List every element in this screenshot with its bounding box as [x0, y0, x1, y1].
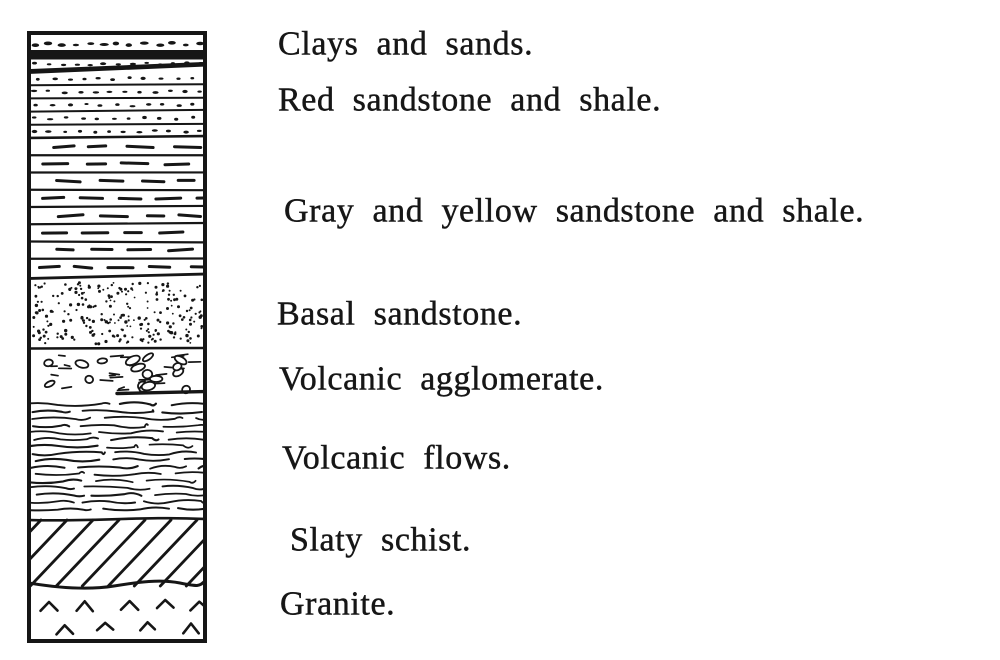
layer-granite	[41, 600, 209, 634]
label-clays-and-sands: Clays and sands.	[278, 25, 534, 63]
layer-gray-yellow-sandstone-shale	[29, 146, 217, 268]
label-volcanic-agglomerate: Volcanic agglomerate.	[279, 360, 604, 398]
column-patterns	[0, 41, 249, 634]
layer-red-sandstone-shale	[29, 76, 205, 138]
label-volcanic-flows: Volcanic flows.	[282, 439, 511, 477]
label-basal-sandstone: Basal sandstone.	[277, 295, 523, 333]
layer-volcanic-agglomerate	[29, 348, 205, 395]
label-slaty-schist: Slaty schist.	[290, 521, 472, 559]
layer-clays-and-sands	[29, 41, 205, 74]
layer-slaty-schist	[0, 518, 249, 588]
label-granite: Granite.	[280, 585, 396, 623]
layer-volcanic-flows	[26, 402, 209, 510]
label-red-sandstone-shale: Red sandstone and shale.	[278, 81, 662, 119]
label-gray-yellow-sandstone-shale: Gray and yellow sandstone and shale.	[284, 192, 865, 230]
layer-basal-sandstone	[29, 274, 205, 345]
